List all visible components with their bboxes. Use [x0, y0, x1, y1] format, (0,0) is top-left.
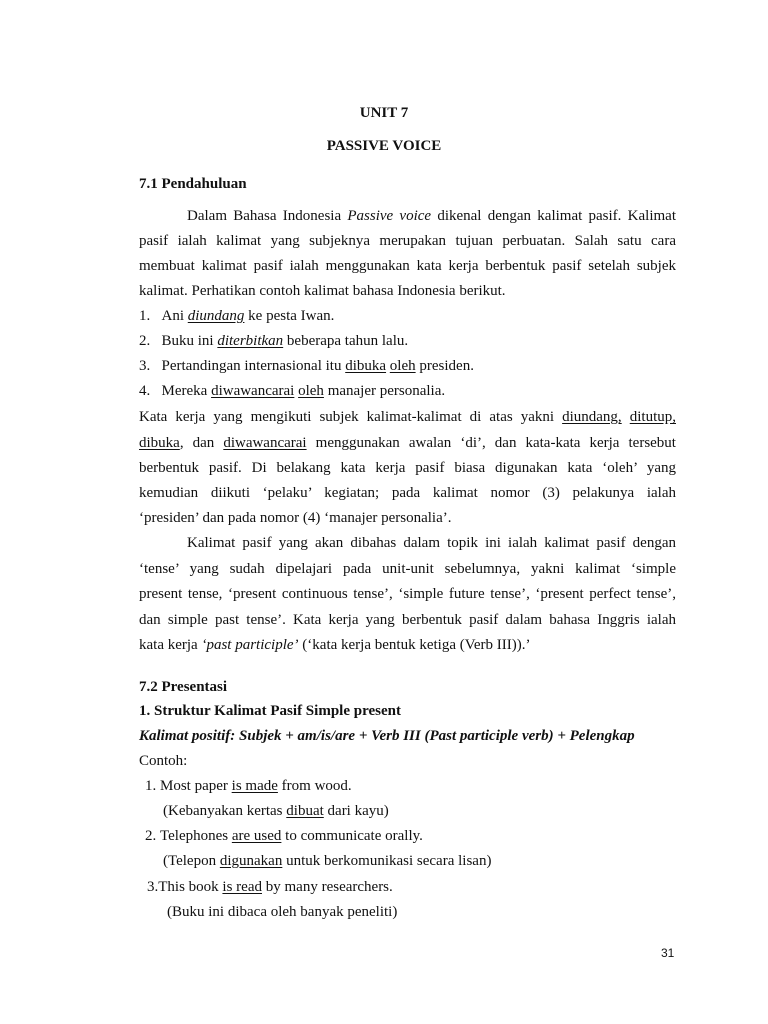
- example-label: Contoh:: [139, 753, 188, 769]
- paragraph-line: present tense, ‘present continuous tense’, ‘simple future tense’, ‘present perfect tense’,: [139, 586, 676, 602]
- paragraph-line: Kata kerja yang mengikuti subjek kalimat-kalimat di atas yakni diundang, ditutup,: [139, 409, 676, 425]
- example-translation: (Buku ini dibaca oleh banyak peneliti): [167, 904, 398, 920]
- paragraph-line: berbentuk pasif. Di belakang kata kerja pasif biasa digunakan kata ‘oleh’ yang: [139, 460, 676, 476]
- paragraph-line: kalimat. Perhatikan contoh kalimat bahasa Indonesia berikut.: [139, 283, 506, 299]
- paragraph-line: ‘presiden’ dan pada nomor (4) ‘manajer personalia’.: [139, 510, 452, 526]
- paragraph-line: Kalimat pasif yang akan dibahas dalam topik ini ialah kalimat pasif dengan: [187, 535, 676, 551]
- page-number: 31: [661, 946, 675, 960]
- paragraph-line: kemudian diikuti ‘pelaku’ kegiatan; pada kalimat nomor (3) pelakunya ialah: [139, 485, 676, 501]
- example-item: 1. Most paper is made from wood.: [145, 778, 352, 794]
- page-title: PASSIVE VOICE: [326, 138, 442, 154]
- paragraph-line: ‘tense’ yang sudah dipelajari pada unit-unit sebelumnya, yakni kalimat ‘simple: [139, 561, 676, 577]
- paragraph-line: dibuka, dan diwawancarai menggunakan awalan ‘di’, dan kata-kata kerja tersebut: [139, 435, 676, 451]
- paragraph-line: dan simple past tense’. Kata kerja yang berbentuk pasif dalam bahasa Inggris ialah: [139, 612, 676, 628]
- list-item: 4. Mereka diwawancarai oleh manajer personalia.: [139, 383, 446, 399]
- example-item: 3.This book is read by many researchers.: [147, 879, 393, 895]
- paragraph-line: kata kerja ‘past participle’ (‘kata kerja bentuk ketiga (Verb III)).’: [139, 637, 531, 653]
- section-heading-presentasi: 7.2 Presentasi: [139, 679, 228, 695]
- section-heading-pendahuluan: 7.1 Pendahuluan: [139, 176, 247, 192]
- paragraph-line: pasif ialah kalimat yang subjeknya merupakan tujuan perbuatan. Salah satu cara: [139, 233, 676, 249]
- paragraph-line: Dalam Bahasa Indonesia Passive voice dikenal dengan kalimat pasif. Kalimat: [187, 208, 676, 224]
- list-item: 3. Pertandingan internasional itu dibuka oleh presiden.: [139, 358, 474, 374]
- example-item: 2. Telephones are used to communicate orally.: [145, 828, 423, 844]
- unit-label: UNIT 7: [359, 105, 409, 121]
- example-translation: (Kebanyakan kertas dibuat dari kayu): [163, 803, 389, 819]
- subsection-heading: 1. Struktur Kalimat Pasif Simple present: [139, 703, 401, 719]
- paragraph-line: membuat kalimat pasif ialah menggunakan kata kerja berbentuk pasif setelah subjek: [139, 258, 676, 274]
- formula-line: Kalimat positif: Subjek + am/is/are + Verb III (Past participle verb) + Pelengkap: [139, 728, 635, 744]
- list-item: 2. Buku ini diterbitkan beberapa tahun lalu.: [139, 333, 409, 349]
- example-translation: (Telepon digunakan untuk berkomunikasi secara lisan): [163, 853, 492, 869]
- list-item: 1. Ani diundang ke pesta Iwan.: [139, 308, 335, 324]
